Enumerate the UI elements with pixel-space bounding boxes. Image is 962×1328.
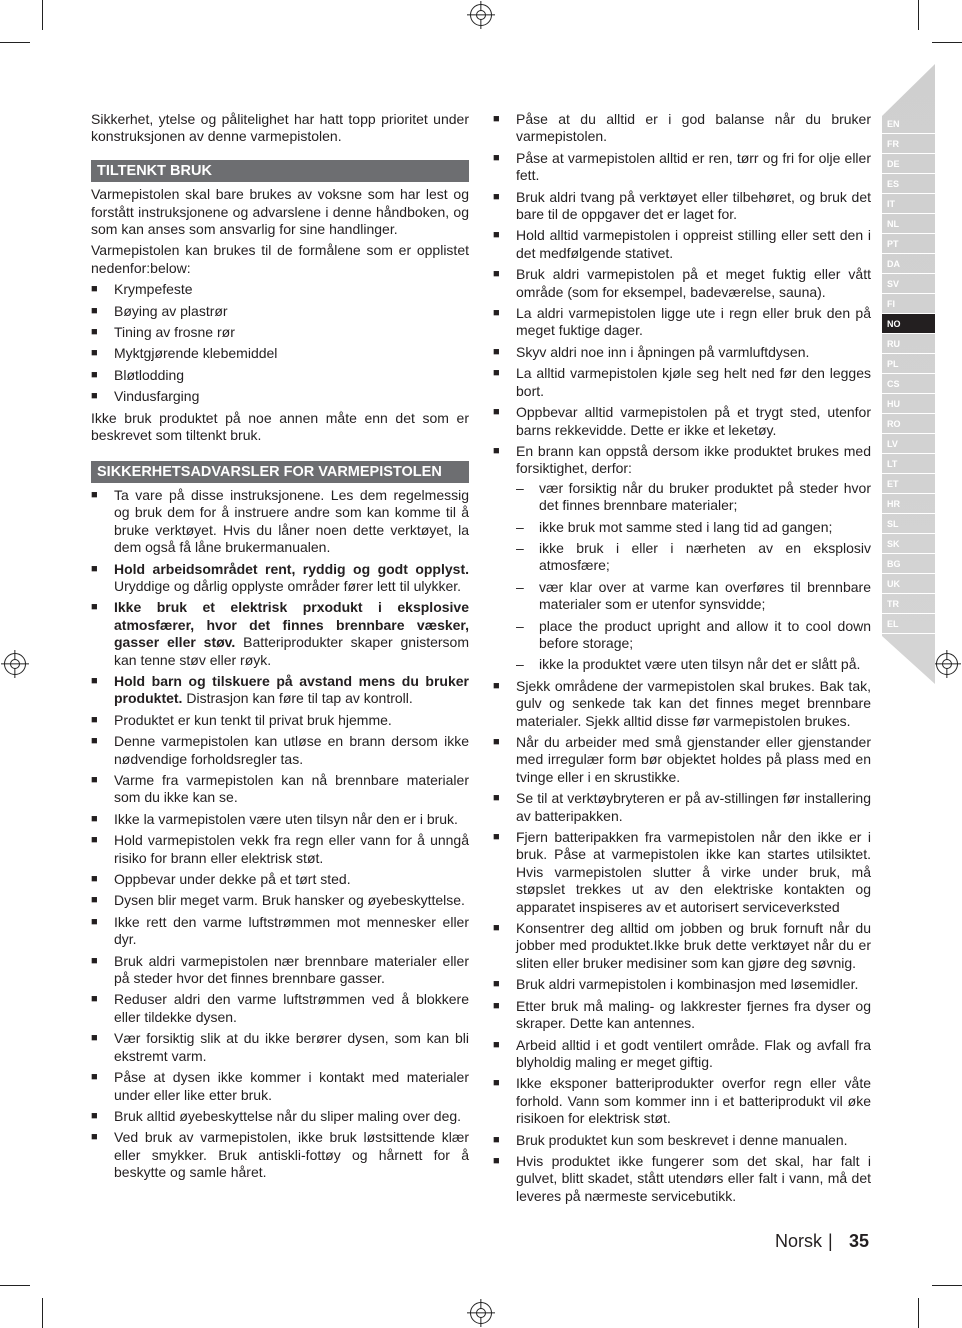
list-item: ■ Tining av frosne rør (91, 324, 469, 341)
list-item-text: Denne varmepistolen kan utløse en brann dersom ikke nødvendige forholdsregler tas. (114, 733, 469, 767)
language-tab-ru[interactable]: RU (882, 334, 935, 354)
uses-list (91, 281, 469, 405)
crop-mark (918, 0, 919, 30)
section-heading-safety-warnings: SIKKERHETSADVARSLER FOR VARMEPISTOLEN (91, 461, 469, 483)
list-item: ■ Konsentrer deg alltid om jobben og bruk fornuft når du jobber med produktet.Ikke bruk dette verktøyet når du er sliten eller bruker medisiner som kan gjøre deg søvnig. (493, 920, 871, 972)
list-item-text: Produktet er kun tenkt til privat bruk hjemme. (114, 711, 392, 728)
footer-language-label: Norsk (775, 1231, 823, 1251)
list-item (91, 712, 469, 729)
safety-warnings-list (91, 487, 469, 1182)
list-item-text: Oppbevar under dekke på et tørt sted. (114, 871, 351, 888)
list-item: ■ Ikke eksponer batteriprodukter overfor regn eller våte forhold. Vann som kommer inn i et batteriprodukt vil øke risikoen for elektrisk støt. (493, 1075, 871, 1127)
list-item: ■ Bløtlodding (91, 367, 469, 384)
list-item (91, 1030, 469, 1065)
list-item-text: Ta vare på disse instruksjonene. Les dem regelmessig og bruk dem for å instruere andre som kan komme til å bruke verktøyet. Hvis du låner noen dette verktøyet, la dem også få låne brukermanualen. (114, 486, 469, 556)
language-tab-bg[interactable]: BG (882, 554, 935, 574)
list-item: ■ Arbeid alltid i et godt ventilert område. Flak og avfall fra blyholdig maling er meget giftig. (493, 1037, 871, 1072)
language-tab-nl[interactable]: NL (882, 214, 935, 234)
list-item: ■ Bruk aldri varmepistolen i kombinasjon med løsemidler. (493, 976, 871, 993)
sublist-item: – vær forsiktig når du bruker produktet på steder hvor det finnes brennbare materialer; (516, 480, 871, 515)
crop-mark (42, 1298, 43, 1328)
list-item-text: Ved bruk av varmepistolen, ikke bruk løstsittende klær eller smykker. Bruk antiskli-fottøy og hårnett for å beskytte og samle håret. (114, 1129, 469, 1181)
footer-separator: | (828, 1231, 833, 1251)
language-tab-en[interactable]: EN (882, 114, 935, 134)
list-item (91, 772, 469, 807)
language-tab-no[interactable]: NO (882, 314, 935, 334)
language-tab-uk[interactable]: UK (882, 574, 935, 594)
right-column (493, 111, 871, 1209)
sublist-item: – place the product upright and allow it to cool down before storage; (516, 618, 871, 653)
list-item-bold-text: Ikke bruk et elektrisk prxodukt i eksplosive atmosfærer, hvor det finnes brennbare væsker, gasser eller støv. (114, 599, 469, 651)
language-tab-sk[interactable]: SK (882, 534, 935, 554)
intended-use-paragraph: Ikke bruk produktet på noe annen måte enn det som er beskrevet som tiltenkt bruk. (91, 409, 469, 444)
registration-mark-icon (4, 653, 26, 675)
list-item-text: Varme fra varmepistolen kan nå brennbare materialer som du ikke kan se. (114, 772, 469, 806)
language-tab-pl[interactable]: PL (882, 354, 935, 374)
list-item: ■ Bruk aldri varmepistolen på et meget fuktig eller vått område (som for eksempel, badeværelse, sauna). (493, 266, 871, 301)
list-item (91, 487, 469, 557)
language-tab-da[interactable]: DA (882, 254, 935, 274)
language-tab-hu[interactable]: HU (882, 394, 935, 414)
list-item: ■ Hvis produktet ikke fungerer som det skal, har falt i gulvet, blitt skadet, stått utendørs eller falt i vann, må det leveres på nærmeste servicebutikk. (493, 1153, 871, 1205)
list-item-text: Batteriprodukter skaper gnistersom kan tenne støv eller røyk. (114, 634, 469, 668)
fire-risk-sublist (516, 480, 871, 674)
intro-text: Sikkerhet, ytelse og pålitelighet har hatt topp prioritet under konstruksjonen av denne varmepistolen. (91, 111, 469, 145)
list-item: ■ Krympefeste (91, 281, 469, 298)
list-item (91, 811, 469, 828)
crop-mark (932, 42, 962, 43)
list-item-text: Påse at dysen ikke kommer i kontakt med materialer under eller like etter bruk. (114, 1069, 469, 1103)
fire-risk-intro: En brann kan oppstå dersom ikke produktet brukes med forsiktighet, derfor: (516, 442, 871, 477)
section-heading-intended-use: TILTENKT BRUK (91, 160, 469, 182)
list-item: ■ Påse at du alltid er i god balanse når du bruker varmepistolen. (493, 111, 871, 146)
language-tab-sl[interactable]: SL (882, 514, 935, 534)
list-item: ■ Påse at varmepistolen alltid er ren, tørr og fri for olje eller fett. (493, 150, 871, 185)
left-column (91, 111, 469, 1186)
registration-mark-icon (470, 4, 492, 26)
sublist-item: – ikke la produktet være uten tilsyn når det er slått på. (516, 656, 871, 673)
list-item (91, 953, 469, 988)
list-item: ■ Oppbevar alltid varmepistolen på et trygt sted, utenfor barns rekkevidde. Dette er ikke et leketøy. (493, 404, 871, 439)
list-item (91, 832, 469, 867)
list-item-text: Distrasjon kan føre til tap av kontroll. (182, 690, 413, 707)
list-item-text: Bruk alltid øyebeskyttelse når du sliper maling over deg. (114, 1107, 462, 1124)
crop-mark (918, 1298, 919, 1328)
list-item (91, 991, 469, 1026)
sublist-item: – ikke bruk mot samme sted i lang tid ad gangen; (516, 519, 871, 536)
list-item: ■ La alltid varmepistolen kjøle seg helt ned før den legges bort. (493, 365, 871, 400)
registration-mark-icon (470, 1302, 492, 1324)
list-item-text: Reduser aldri den varme luftstrømmen ved å blokkere eller tildekke dysen. (114, 991, 469, 1025)
list-item: ■ Vindusfarging (91, 388, 469, 405)
list-item: ■ Etter bruk må maling- og lakkrester fjernes fra dyser og skraper. Dette kan antennes. (493, 998, 871, 1033)
language-tab-ro[interactable]: RO (882, 414, 935, 434)
language-tab-de[interactable]: DE (882, 154, 935, 174)
list-item-text: Uryddige og dårlig opplyste områder fører lett til ulykker. (114, 577, 462, 594)
list-item: ■ Skyv aldri noe inn i åpningen på varmluftdysen. (493, 344, 871, 361)
list-item: ■ Bruk produktet kun som beskrevet i denne manualen. (493, 1132, 871, 1149)
list-item: ■ Se til at verktøybryteren er på av-stillingen før installering av batteripakken. (493, 790, 871, 825)
language-tab-pt[interactable]: PT (882, 234, 935, 254)
page-number: 35 (849, 1231, 870, 1251)
language-tab-el[interactable]: EL (882, 614, 935, 634)
list-item: ■ Myktgjørende klebemiddel (91, 345, 469, 362)
language-tab-lv[interactable]: LV (882, 434, 935, 454)
intended-use-paragraph: Varmepistolen kan brukes til de formålene som er opplistet nedenfor:below: (91, 242, 469, 276)
list-item: ■ Når du arbeider med små gjenstander eller gjenstander med irregulær form bør objektet holdes på plass med en tvinge eller i en skrustikke. (493, 734, 871, 786)
list-item-text: Hold varmepistolen vekk fra regn eller vann for å unngå risiko for brann eller elektrisk støt. (114, 832, 469, 866)
language-tab-fr[interactable]: FR (882, 134, 935, 154)
language-tab-sv[interactable]: SV (882, 274, 935, 294)
crop-mark (42, 0, 43, 30)
list-item: ■ Sjekk områdene der varmepistolen skal brukes. Bak tak, gulv og senkede tak kan det finnes meget brennbare materialer. Sjekk alltid disse før varmepistolen brukes. (493, 678, 871, 730)
list-item: ■ Bøying av plastrør (91, 303, 469, 320)
list-item (91, 871, 469, 888)
safety-warnings-list-continued (493, 111, 871, 1205)
language-tab-lt[interactable]: LT (882, 454, 935, 474)
language-tab-it[interactable]: IT (882, 194, 935, 214)
list-item: ■ Hold alltid varmepistolen i oppreist stilling eller sett den i det medfølgende stativet. (493, 227, 871, 262)
sublist-item: – vær klar over at varme kan overføres til brennbare materialer som er utenfor synsvidde; (516, 579, 871, 614)
crop-mark (0, 42, 30, 43)
language-tab-es[interactable]: ES (882, 174, 935, 194)
language-tab-fi[interactable]: FI (882, 294, 935, 314)
list-item-text: Dysen blir meget varm. Bruk hansker og øyebeskyttelse. (114, 892, 465, 909)
language-tab-hr[interactable]: HR (882, 494, 935, 514)
sublist-item: – ikke bruk i eller i nærheten av en eksplosiv atmosfære; (516, 540, 871, 575)
list-item: ■ Bruk aldri tvang på verktøyet eller tilbehøret, og bruk det bare til de oppgaver det er laget for. (493, 189, 871, 224)
list-item (91, 673, 469, 708)
list-item-text: Ikke rett den varme luftstrømmen mot mennesker eller dyr. (114, 913, 469, 948)
language-tab-cs[interactable]: CS (882, 374, 935, 394)
list-item-text: Ikke la varmepistolen være uten tilsyn når den er i bruk. (114, 810, 458, 827)
list-item (91, 892, 469, 909)
list-item-fire-risk (493, 443, 871, 674)
list-item (91, 1108, 469, 1125)
list-item: ■ Fjern batteripakken fra varmepistolen når den ikke er i bruk. Påse at varmepistolen ikke kan startes utilsiktet. Hvis varmepistolen slutter å virke under bruk, må støpslet trekkes ut av den elektriske kontakten og apparatet inspiseres av et autorisert serviceverksted (493, 829, 871, 916)
list-item (91, 1069, 469, 1104)
language-tab-tr[interactable]: TR (882, 594, 935, 614)
crop-mark (0, 1285, 30, 1286)
intended-use-paragraph: Varmepistolen skal bare brukes av voksne som har lest og forstått instruksjonene og advarslene i denne håndboken, og som kan anses som ansvarlig for sine handlinger. (91, 186, 469, 238)
list-item-bold-text: Hold arbeidsområdet rent, ryddig og godt opplyst. (114, 560, 469, 577)
list-item (91, 1129, 469, 1181)
registration-mark-icon (936, 653, 958, 675)
list-item: ■ La aldri varmepistolen ligge ute i regn eller bruk den på meget fuktige dager. (493, 305, 871, 340)
list-item-text: Bruk aldri varmepistolen nær brennbare materialer eller på steder hvor det finnes brennbare gasser. (114, 952, 469, 987)
list-item (91, 599, 469, 669)
list-item-bold-text: Hold barn og tilskuere på avstand mens du bruker produktet. (114, 672, 469, 707)
list-item (91, 733, 469, 768)
list-item (91, 561, 469, 596)
list-item-text: Vær forsiktig slik at du ikke berører dysen, som kan bli ekstremt varm. (114, 1030, 469, 1064)
crop-mark (932, 1285, 962, 1286)
language-tab-et[interactable]: ET (882, 474, 935, 494)
list-item (91, 914, 469, 949)
language-tab-list (882, 114, 935, 634)
